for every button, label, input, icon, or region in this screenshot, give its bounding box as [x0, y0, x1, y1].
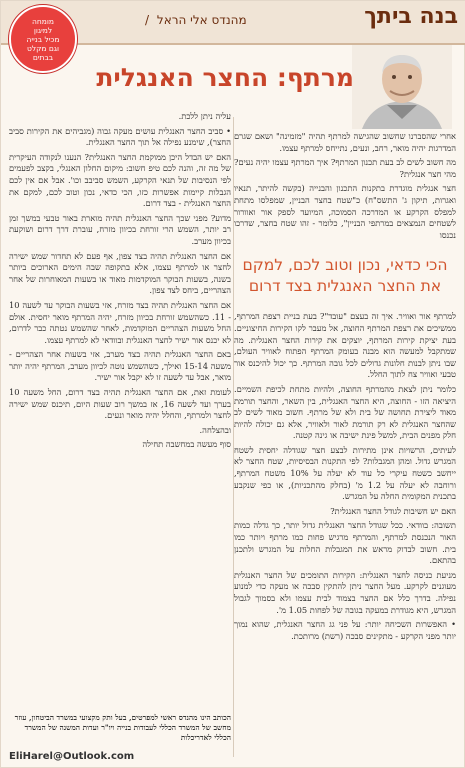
paragraph: מה חשוב לשים לב בעת תכנון המרתף? איך המרתף עצמו יהיה נעים? מהי חצר אנגלית?	[234, 157, 456, 179]
paragraph: האם יש הבדל היכן ממוקמת החצר האנגלית? הנענו לנקודה העיקרית של מה זה, והנה לכם טיפ חשוב: מיקום החלון האנגלי, בקצב לפעמים לפי הנסיבות של תנאי הקרקע, השמש סביבב וכו'. אבל אם אין לכם הגבלות קיימות אפשרות כזו, הכי כדאי, נכון וטוב לכם, למקם את החצר האנגלית - בצד דרום.	[9, 151, 231, 209]
paragraph: אם החצר האנגלית תהיה בצד מזרח, אזי בשעות הבוקר עד לשעה 10 - 11. כשהשמש זורחת בכיוון מזרח, יהיה המרתף מואר יחסית. אולם החל משעות הצהריים המוקדמות, לאחר שהשמש נטתה כבר לדרום, לא יכנס אור ישיר לחצר האנגלית ובוודאי לא למרתף עצמו.	[9, 299, 231, 345]
author-email-link[interactable]: EliHarel@Outlook.com	[9, 751, 135, 762]
author-portrait-icon	[352, 45, 452, 129]
paragraph: ובהצלחה.	[199, 424, 231, 435]
expert-badge	[9, 5, 77, 73]
paragraph: • סביב החצר האנגלית עושים מעקה גבוה (מגביהים את הקירות סביב החצר), שימנע נפילה אל תוך החצר האנגלית.	[9, 125, 231, 148]
paragraph: לעומת זאת, אם החצר האנגלית תהיה בצד דרום, החל משעה 10 בערך ועד לשעה 16, אז במשך רוב שעות היום, תיכנס שמש ישירה לחצר ולמרתף, והחלל יהיה מואר ונעים.	[9, 387, 231, 421]
badge-line: למיגון	[33, 25, 53, 35]
author-name: מהנדס אלי הראל	[156, 13, 247, 27]
author-line	[141, 13, 247, 27]
paragraph: • האפשרות השכיחה יותר: על פני גג החצר האנגלית, שהוא נמוך יותר מפני הקרקע - מתקינים סבכה (רשת) מרותכת.	[234, 619, 456, 641]
badge-line: בבתים	[32, 52, 54, 62]
paragraph: חצר אנגלית מוגדרת בתקנות התכנון והבנייה (בקשה להיתר, תנאיו ואגרות, תיקון ג' התשס"ח) כ"שטח בחצר הבניין, שמפלסו מתחת למפלס הקרקע או המדרכה הסמוכה, המיועד לספק אור ואוורור לשטחים הנמצאים במרתפי הבניין", כלומר - זהו שטח בחצר, שדרכו נכנסו	[234, 183, 456, 240]
author-photo	[352, 45, 452, 129]
column-divider	[233, 117, 234, 757]
paragraph: האם יש חשיבות לגודל החצר האנגלית?	[330, 505, 456, 516]
badge-line: מכיל בנייה	[26, 34, 60, 44]
left-column	[9, 111, 231, 761]
badge-line: מומחה	[31, 16, 55, 26]
paragraph: לעיתים, הרשויות אינן מתירות לבצע חצר שגודלה יחסית לשטח המגרש גדול. ומהן המגבלות? לפי התקנות הבסיסיות, שטח החצר לא ייחשב כשטח עיקרי כל עוד לא יעלה על 10% משטח המרתף, ורוחבה לא יעלה על 1.2 מ' (בחלק מהתכניות), או כפי שנקבע בתכנית המקומית החלה על המגרש.	[234, 444, 456, 502]
section-title: בנה ביתך	[364, 4, 458, 29]
paragraph: למרתף אור ואוויר. איך זה בעצם "עובד"? בעת בניית רצפת המרתף, ממשיכים את רצפת המרתף החוצה, אל מעבר לקו הקירות החיצוניים. בעת יציקת קירות המרתף, יוצקים את קירות החצר האנגלית. מה שמתקבל למעשה הוא מבנה בעומק המרתף הפתוח לאוויר העולם, שבו ניתן לבנות חלונות גדולים לכל גובה המרתף. כך יכול להיכנס אור טבעי ואוויר צח לתוך החלל.	[234, 311, 456, 380]
paragraph: כלומר ניתן לצאת מהמרתף החוצה, ולהיות מתחת לכיפת השמיים. היציאה הזו - החוצה, היא החצר האנגלית, בין השאר, והחצר תורמת מאוד ליצירת תחושה של בית ולא של מרתף. חשוב מאוד לשים לב שהחצר האנגלית לא רק תורמת לאור ולאוויר, אלא גם יכולה להיות חלק מפנים הבית, למשל פינת ישיבה או גינה קטנה.	[234, 383, 456, 441]
paragraph: תשובה: בוודאי. ככל שגודל החצר האנגלית גדול יותר, כך גדלה כמות האור הנכנסת למרתף, והמרתף מרגיש פחות כמו מרתף ויותר כמו בית. חשוב לבדוק מראש את המגבלות החלות על המגרש ולתכנן בהתאם.	[234, 520, 456, 566]
paragraph: אם החצר האנגלית תהיה בצד צפון, אף פעם לא תחדור שמש ישירה לחצר או למרתף עצמו, אלא בתקופה שבה הימים הארוכים ביותר בשנה, בשעות הבוקר המוקדמות מאוד או בשעות המאוחרות של אחר הצהריים, ביחס לצד צפון.	[9, 250, 231, 296]
right-column	[234, 131, 456, 767]
author-bio: הכותב הינו מהנדס ראשי למפרטים, בעל ותק מקצועי במשרד הביטחון, עוזר מחשב של המשרד הכללי לעבודות בנייה ויו"ר ועדות המשנה של המשרד הכללי לאדריכלות	[14, 713, 231, 742]
article-headline: מרתף: החצר האנגלית	[96, 63, 354, 92]
paragraph: אחרי שהסברנו שחשוב שהגישה למרתף תהיה "מזמינה" ושאם שגרם המדרגות יהיה מואר, רחב, ונעים, נתייחס למרתף עצמו.	[234, 131, 456, 153]
paragraph: באם החצר האנגלית תהיה בצד מערב, אזי בשעות אחר הצהריים - משעה 15-14 ואילך, כשהשמש נוטה לכיוון מערב, המרתף יהיה יותר מואר, אבל עד לשעה זו לא יקבל אור ישיר.	[9, 349, 231, 383]
badge-line: וגם מקלט	[26, 43, 60, 53]
signature-line: סוף מעשה במחשבה תחילה	[142, 439, 231, 450]
paragraph: מניעת כניסה לחצר האנגלית: הקירות התומכים של החצר האנגלית מעוגנים לקרקע. מעל החצר ניתן להתקין סבכה או מעקה כדי למנוע נפילה. בדרך כלל אם החצר בצמוד לבית עצמו ולא בסמוך לגבול המגרש, היא מגודרת במעקה בגובה של לפחות 1.05 מ'.	[234, 569, 456, 615]
paragraph: מדוע? מפני שכך החצר האנגלית תהיה מוארת באור טבעי במשך זמן רב יותר, השמש הרי זורחת בכיוון מזרח, עוברת דרך דרום ושוקעת בכיוון מערב.	[9, 212, 231, 246]
paragraph: עליה ניתן ללכת.	[178, 111, 231, 121]
author-separator: /	[145, 13, 150, 27]
pull-quote: הכי כדאי, נכון וטוב לכם, למקם את החצר האנגלית בצד דרום	[242, 256, 448, 296]
